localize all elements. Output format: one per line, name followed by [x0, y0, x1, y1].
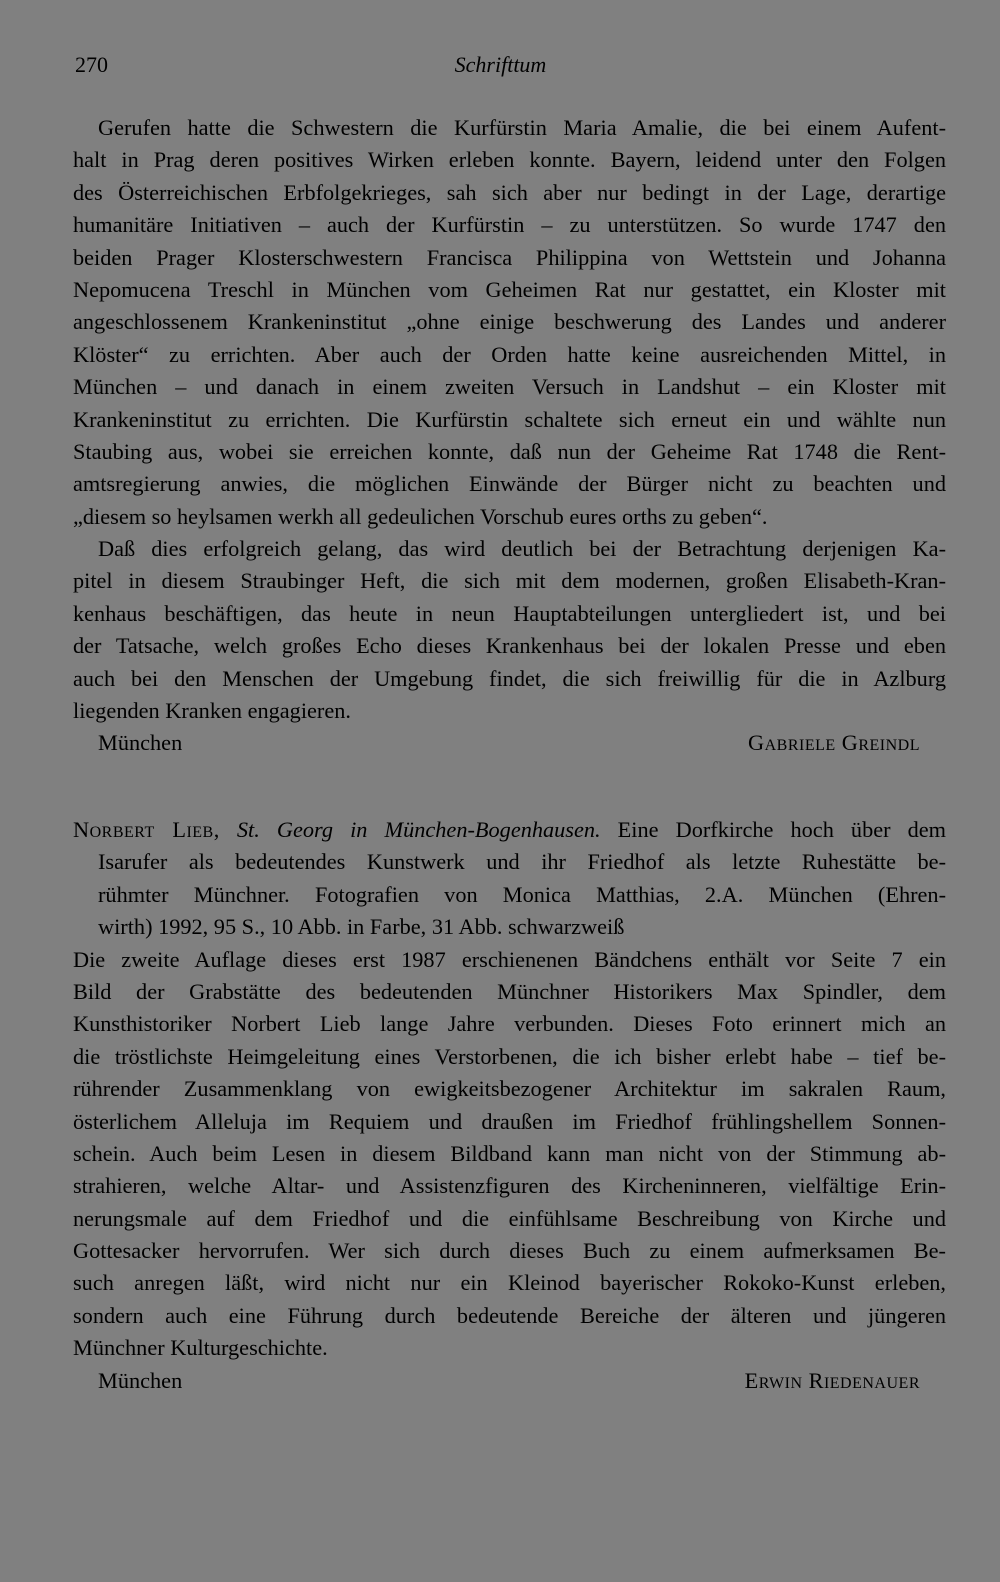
- text-line: österlichem Alleluja im Requiem und draußen im Friedhof frühlingshellem Sonnen-: [73, 1108, 946, 1134]
- signature-place: München: [98, 730, 183, 756]
- text-line: liegenden Kranken engagieren.: [73, 698, 351, 724]
- text-line: Münchner Kulturgeschichte.: [73, 1335, 328, 1361]
- text-line: Daß dies erfolgreich gelang, das wird deutlich bei der Betrachtung derjenigen Ka-: [98, 536, 946, 562]
- text-line: halt in Prag deren positives Wirken erleben konnte. Bayern, leidend unter den Folgen: [73, 147, 946, 173]
- text-line: Klöster“ zu errichten. Aber auch der Orden hatte keine ausreichenden Mittel, in: [73, 341, 946, 367]
- text-line: strahieren, welche Altar- und Assistenzfiguren des Kircheninneren, vielfältige Erin-: [73, 1173, 946, 1199]
- review-1-paragraph-1: [73, 112, 946, 533]
- text-line: humanitäre Initiativen – auch der Kurfürstin – zu unterstützen. So wurde 1747 den: [73, 212, 946, 238]
- review-1-paragraph-2: [73, 533, 946, 727]
- signature-author: Gabriele Greindl: [748, 730, 920, 756]
- text-line: kenhaus beschäftigen, das heute in neun Hauptabteilungen untergliedert ist, und bei: [73, 600, 946, 626]
- text-line: Gottesacker hervorrufen. Wer sich durch dieses Buch zu einem aufmerksamen Be-: [73, 1238, 946, 1264]
- text-line: des Österreichischen Erbfolgekrieges, sah sich aber nur bedingt in der Lage, derartige: [73, 179, 946, 205]
- text-line: sondern auch eine Führung durch bedeutende Bereiche der älteren und jüngeren: [73, 1302, 946, 1328]
- page-number: 270: [75, 52, 108, 77]
- text-line: rührender Zusammenklang von ewigkeitsbezogener Architektur im sakralen Raum,: [73, 1076, 946, 1102]
- biblio-title: St. Georg in München-Bogenhausen.: [236, 817, 601, 842]
- text-line: such anregen läßt, wird nicht nur ein Kleinod bayerischer Rokoko-Kunst erleben,: [73, 1270, 946, 1296]
- text-line: Staubing aus, wobei sie erreichen konnte, daß nun der Geheime Rat 1748 die Rent-: [73, 438, 946, 464]
- biblio-line: wirth) 1992, 95 S., 10 Abb. in Farbe, 31 Abb. schwarzweiß: [98, 914, 625, 940]
- signature-author: Erwin Riedenauer: [744, 1367, 920, 1393]
- text-line: Gerufen hatte die Schwestern die Kurfürstin Maria Amalie, die bei einem Aufent-: [98, 115, 946, 140]
- text-line: schein. Auch beim Lesen in diesem Bildband kann man nicht von der Stimmung ab-: [73, 1140, 946, 1166]
- text-line: der Tatsache, welch großes Echo dieses Krankenhaus bei der lokalen Presse und eben: [73, 633, 946, 659]
- review-1-signature: [73, 727, 946, 759]
- text-line: auch bei den Menschen der Umgebung findet, die sich freiwillig für die in Azlburg: [73, 665, 946, 691]
- biblio-line: rühmter Münchner. Fotografien von Monica Matthias, 2.A. München (Ehren-: [98, 881, 946, 907]
- text-line: pitel in diesem Straubinger Heft, die sich mit dem modernen, großen Elisabeth-Kran-: [73, 568, 946, 594]
- text-line: angeschlossenem Krankeninstitut „ohne einige beschwerung des Landes und anderer: [73, 309, 946, 335]
- text-line: die tröstlichste Heimgeleitung eines Verstorbenen, die ich bisher erlebt habe – tief be-: [73, 1043, 946, 1069]
- text-line: München – und danach in einem zweiten Versuch in Landshut – ein Kloster mit: [73, 374, 946, 400]
- text-line: amtsregierung anwies, die möglichen Einwände der Bürger nicht zu beachten und: [73, 471, 946, 497]
- review-1: [73, 112, 946, 760]
- signature-place: München: [98, 1367, 183, 1393]
- biblio-line: [73, 814, 946, 846]
- review-2-body: [73, 944, 946, 1365]
- page-header: [73, 46, 928, 86]
- text-line: Nepomucena Treschl in München vom Geheimen Rat nur gestattet, ein Kloster mit: [73, 276, 946, 302]
- biblio-line: Isarufer als bedeutendes Kunstwerk und ihr Friedhof als letzte Ruhestätte be-: [98, 849, 946, 875]
- running-head: Schrifttum: [454, 52, 547, 77]
- review-2-signature: [73, 1365, 946, 1397]
- text-line: Krankeninstitut zu errichten. Die Kurfürstin schaltete sich erneut ein und wählte nun: [73, 406, 946, 432]
- biblio-subtitle: Eine Dorfkirche hoch über dem: [600, 817, 946, 842]
- text-line: beiden Prager Klosterschwestern Francisca Philippina von Wettstein und Johanna: [73, 244, 946, 270]
- text-line: Kunsthistoriker Norbert Lieb lange Jahre verbunden. Dieses Foto erinnert mich an: [73, 1011, 946, 1037]
- review-2: [73, 814, 946, 1397]
- bibliographic-entry: [73, 814, 946, 944]
- text-line: nerungsmale auf dem Friedhof und die einfühlsame Beschreibung von Kirche und: [73, 1205, 946, 1231]
- text-line: „diesem so heylsamen werkh all gedeulichen Vorschub eures orths zu geben“.: [73, 503, 768, 529]
- biblio-author: Norbert Lieb,: [73, 817, 220, 842]
- text-line: Die zweite Auflage dieses erst 1987 erschienenen Bändchens enthält vor Seite 7 ein: [73, 946, 946, 972]
- text-line: Bild der Grabstätte des bedeutenden Münchner Historikers Max Spindler, dem: [73, 978, 946, 1004]
